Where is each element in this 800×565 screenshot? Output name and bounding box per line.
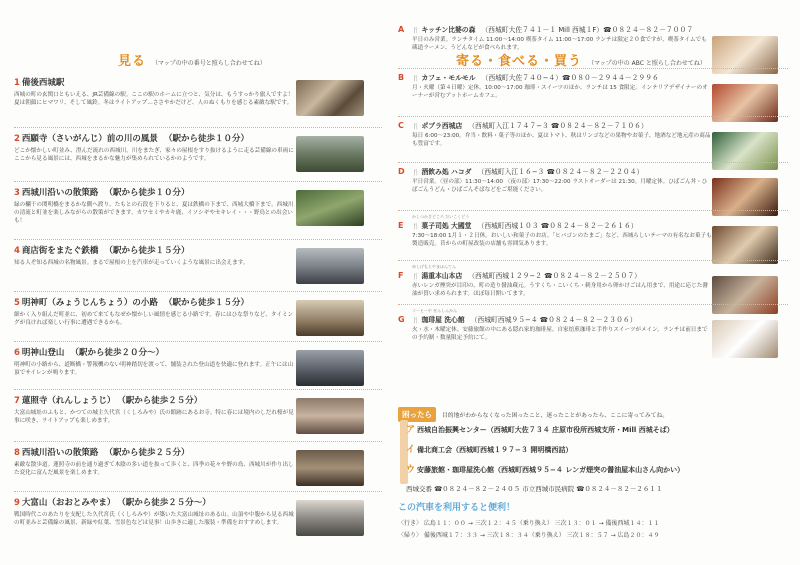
train-row: 〈行き〉 広島１１：００ → 三次１２：４５（乗り換え） 三次１３：０１ → 備後西城１４：１１	[398, 520, 660, 527]
shop-header	[398, 24, 798, 34]
fork-knife-icon: 🍴	[412, 27, 420, 34]
shop-photo	[712, 132, 778, 170]
spot-photo	[296, 350, 364, 386]
spot-walk: （駅から徒歩１０分）	[163, 134, 249, 144]
spot-divider	[14, 341, 382, 342]
shops-subtitle: （マップの中の ABC と照らし合わせてね）	[588, 60, 706, 67]
spot-name: 備後西城駅	[21, 78, 65, 88]
spot-description: 西城の町の玄関口ともいえる、JR芸備線の駅。ここの駅のホームに立つと、気分は、もうすっかり旅人ですよ！夏は朝顔にヒマワリ、そして風鈴。冬はライトアップ…ささやかだけど、人のぬくもりを感じる素敵な駅です。	[14, 92, 294, 106]
shop-letter: F	[398, 271, 404, 280]
help-place-text: 備北商工会（西城町西城１９７−３ 開明橋西詰）	[417, 446, 573, 454]
shop-description: 平日営業。〈昼の部〉11:30〜14:00 〈夜の部〉17:30〜22:00 ラストオーダーは 21:30。月曜定休。ひばごん丼・ひばごんうどん・ひばごんそばなどをご堪能ください。	[412, 179, 708, 193]
shop-address: （西城町西城９５−４ ☎０８２４－８２－２３０６）	[470, 316, 637, 324]
spot-name: 商店街をまたぐ鉄橋	[21, 246, 99, 256]
train-title: この汽車を利用すると便利！	[398, 503, 516, 513]
fork-knife-icon: 🍴	[412, 75, 420, 82]
shop-divider	[398, 260, 788, 261]
sightseeing-heading	[118, 50, 266, 69]
fork-knife-icon: 🍴	[412, 317, 420, 324]
spot-walk: （駅から徒歩１０分）	[104, 188, 190, 198]
help-place-text: 安藤旅館・珈琲屋洗心館（西城町西城９５−４ レンガ煙突の醤油屋本山さん向かい）	[417, 466, 685, 474]
spot-walk: （駅から徒歩２５分）	[121, 396, 203, 406]
help-key: ア	[406, 425, 416, 435]
spot-walk: （駅から徒歩２０分〜）	[70, 348, 164, 358]
shop-letter: E	[398, 221, 404, 230]
spot-name: 蓮照寺（れんしょうじ）	[21, 396, 116, 406]
spot-name: 大富山（おおとみやま）	[21, 498, 116, 508]
spot-description: 細かく入り組んだ町並に、初めて来てもなぜか懐かしい風情を感じる小路です。春にはひな祭りなど、タイミングが良ければ楽しい行事に遭遇できるかも。	[14, 312, 294, 326]
help-place	[406, 442, 572, 455]
spot-number: 8	[14, 448, 20, 458]
spot-divider	[14, 181, 382, 182]
spot-walk: （駅から徒歩１５分）	[163, 298, 249, 308]
shop-description: 赤いレンガ煙突が目印の、町の造り醤油蔵元。うすくち・こいくち・刺身用から卵かけごはん用まで、用途に応じた醤油が買い求められます。ほぼ毎日開いてます。	[412, 283, 708, 297]
sightseeing-title: 見る	[118, 54, 147, 69]
shops-heading	[456, 50, 706, 69]
shop-divider	[398, 162, 788, 163]
help-place	[406, 422, 674, 435]
shop-address: （西城町西城１０３ ☎０８２４－８２－２６１６）	[477, 222, 638, 230]
fork-knife-icon: 🍴	[412, 169, 420, 176]
shop-letter: G	[398, 315, 405, 324]
shop-letter: A	[398, 25, 405, 34]
spot-number: 2	[14, 134, 20, 144]
spot-number: 4	[14, 246, 20, 256]
emergency-phones: 西城交番 ☎０８２４－８２－２４０５ 市立西城市民病院 ☎０８２４－８２－２６１１	[406, 485, 663, 493]
help-text: 目的地がわからなくなった困ったこと、迷ったことがあったら、ここに寄ってみてね。	[442, 413, 669, 419]
help-label: 困ったら	[398, 407, 436, 422]
spot-divider	[14, 239, 382, 240]
train-row: 〈帰り〉 備後西城１７：３３ → 三次１８：３４（乗り換え） 三次１８：５７ → 広島２０：４９	[398, 532, 660, 539]
spot-number: 6	[14, 348, 20, 358]
sightseeing-subtitle: （マップの中の番号と照らし合わせてね）	[152, 60, 266, 67]
spot-divider	[14, 441, 382, 442]
spot-walk: （駅から徒歩１５分）	[104, 246, 190, 256]
spot-number: 5	[14, 298, 20, 308]
shop-description: 毎日 6:00〜23:00。弁当・飲料・菓子等のほか、夏はトマト、秋はリンゴなどの果物やお菓子、地酒など地元産の商品も豊富です。	[412, 133, 711, 147]
shop-name: 湯重本山本店	[421, 272, 463, 280]
shops-column	[392, 0, 800, 565]
spot-description: どこか懐かしい町並み、澄んだ流れの西城川。川をまたぎ、家々の屋根をすり抜けるように走る芸備線の車両にここから見る風景には、西城をまるかな魅力が集められているかのようです。	[14, 148, 294, 162]
help-key: イ	[406, 445, 416, 455]
shop-reading: ゆしげもとやまほんてん	[412, 264, 456, 269]
spot-description: 素敵な散歩道。蓮照寺の前を通り過ぎて木陰の多い道を抜って歩くと、四季の花々や野の鳥、西城川が作り出した変化に富んだ風景を楽しめます。	[14, 462, 294, 476]
spot-name: 西城川沿いの散策路	[21, 188, 99, 198]
shop-photo	[712, 320, 778, 358]
shop-photo	[712, 226, 778, 264]
shop-reading: かしつかさどころ だいこくどう	[412, 214, 470, 219]
shop-letter: D	[398, 167, 405, 176]
spot-number: 1	[14, 78, 20, 88]
shop-letter: C	[398, 121, 404, 130]
shop-address: （西城町大佐７４１－１ Mill 西城１F）☎０８２４－８２－７００７	[481, 26, 694, 34]
spot-description: 緑の欄干の関明橋をまるかな側へ渡り、たもとの石段を下りると、夏は鉄橋の下まで、西城大橋下まで。西城川の清流と町並を楽しみながらの散策ができます。カワセミやカキ鹿、イソシギやセキレイ・・・野鳥との出会いも！	[14, 202, 294, 224]
shops-title: 寄る・食べる・買う	[456, 54, 583, 69]
spot-divider	[14, 389, 382, 390]
spot-number: 7	[14, 396, 20, 406]
shop-name: キッチン比婆の森	[421, 26, 476, 34]
spot-name: 西城川沿いの散策路	[21, 448, 99, 458]
shop-divider	[398, 304, 788, 305]
spot-photo	[296, 450, 364, 486]
shop-description: 月・火曜（第４日曜）定休。10:00〜17:00 珈琲・スイーツのほか、ランチは 15 食限定。インテリアデザイナーのオーナーが営むアットホームカフェ。	[412, 85, 708, 99]
fork-knife-icon: 🍴	[412, 273, 420, 280]
spot-photo	[296, 136, 364, 172]
spot-divider	[14, 491, 382, 492]
spot-walk: （駅から徒歩２５分）	[104, 448, 190, 458]
shop-name: 珈琲屋 洗心館	[421, 316, 465, 324]
shop-divider	[398, 210, 788, 211]
spot-photo	[296, 190, 364, 226]
spot-walk: （駅から徒歩２５分〜）	[121, 498, 211, 508]
spot-description: 戦国時代このあたりを支配した久代宮氏（くしろみや）が築いた大富山城址のある山。山頂や中腹から見る西城の町並みと芸備線の風景、新緑や紅葉、雪景色などは見事！山歩きに適した服装・準備をおすすめします。	[14, 512, 294, 526]
shop-name: 酒飲み処 ハコダ	[421, 168, 472, 176]
help-place	[406, 462, 684, 475]
spot-divider	[14, 291, 382, 292]
shop-description: 7:30〜18:00 1月１・２日休。おいしい和菓子のお店。「ヒバゴンのたまご」など、西城らしいテーマの有名なお菓子も製造販売。昔からの町屋改装の店舗も雰囲気あります。	[412, 233, 712, 247]
shop-header	[398, 120, 798, 130]
spot-photo	[296, 398, 364, 434]
spot-photo	[296, 248, 364, 284]
help-banner	[398, 402, 794, 422]
shop-divider	[398, 116, 788, 117]
shop-name: 菓子司処 大國堂	[421, 222, 472, 230]
spot-description: 知る人ぞ知る西城の名物風景。まるで屋根の上を汽車が走っていくような風景に出会えます。	[14, 260, 249, 266]
spot-divider	[14, 127, 382, 128]
shop-address: （西城町西城１２９−２ ☎０８２４－８２－２５０７）	[468, 272, 641, 280]
spot-photo	[296, 500, 364, 536]
help-place-text: 西城自治振興センター（西城町大佐７３４ 庄原市役所西城支所・Mill 西城そば）	[417, 426, 674, 434]
shop-letter: B	[398, 73, 405, 82]
spot-name: 明神町（みょうじんちょう）の小路	[21, 298, 158, 308]
shop-address: （西城町入江１７４７−３ ☎０８２４－８２－７１０６）	[468, 122, 648, 130]
spot-number: 3	[14, 188, 20, 198]
spot-name: 明神山登山	[21, 348, 65, 358]
shop-reading: コーヒーや せんしんかん	[412, 308, 458, 313]
shop-header	[398, 166, 798, 176]
spot-number: 9	[14, 498, 20, 508]
shop-description: 平日のみ営業。ランチタイム 11:00〜14:00 喫茶タイム 11:00〜17:00 ランチは限定２０食ですが、喫茶タイムでも蔵道ラーメン、うどんなどが食べられます。	[412, 37, 707, 51]
fork-knife-icon: 🍴	[412, 123, 420, 130]
shop-header	[398, 72, 798, 82]
shop-name: ポプラ西城店	[421, 122, 463, 130]
fork-knife-icon: 🍴	[412, 223, 420, 230]
spot-description: 大富山城址のふもと、かつての城主久代宮（くしろみや）氏の館跡にあるお寺。特に春には境内のしだれ桜が見事に咲き、ライトアップも楽しめます。	[14, 410, 294, 424]
help-key: ウ	[406, 465, 416, 475]
shop-address: （西城町大佐７４０−４）☎０８０－２９４４－２９９６	[481, 74, 659, 82]
spot-photo	[296, 80, 364, 116]
shop-name: カフェ・モルモル	[421, 74, 476, 82]
spot-name: 西願寺（さいがんじ）前の川の風景	[21, 134, 158, 144]
shop-description: 火・水・木曜定休。安藤旅館の中にある隠れ家的珈琲屋。自家焙煎珈琲と手作りスイーツがメイン。ランチは前日までの予約制・数量限定予約にて。	[412, 327, 708, 341]
spot-photo	[296, 300, 364, 336]
shop-address: （西城町入江１６−３ ☎０８２４－８２－２２０４）	[477, 168, 644, 176]
spot-description: 明神町の小路から、道断橋・警報機のない明神踏切を渡って、舗装された登山道を快適に登れます。正午には山頂でサイレンが鳴ります。	[14, 362, 294, 376]
shop-divider	[398, 68, 788, 69]
